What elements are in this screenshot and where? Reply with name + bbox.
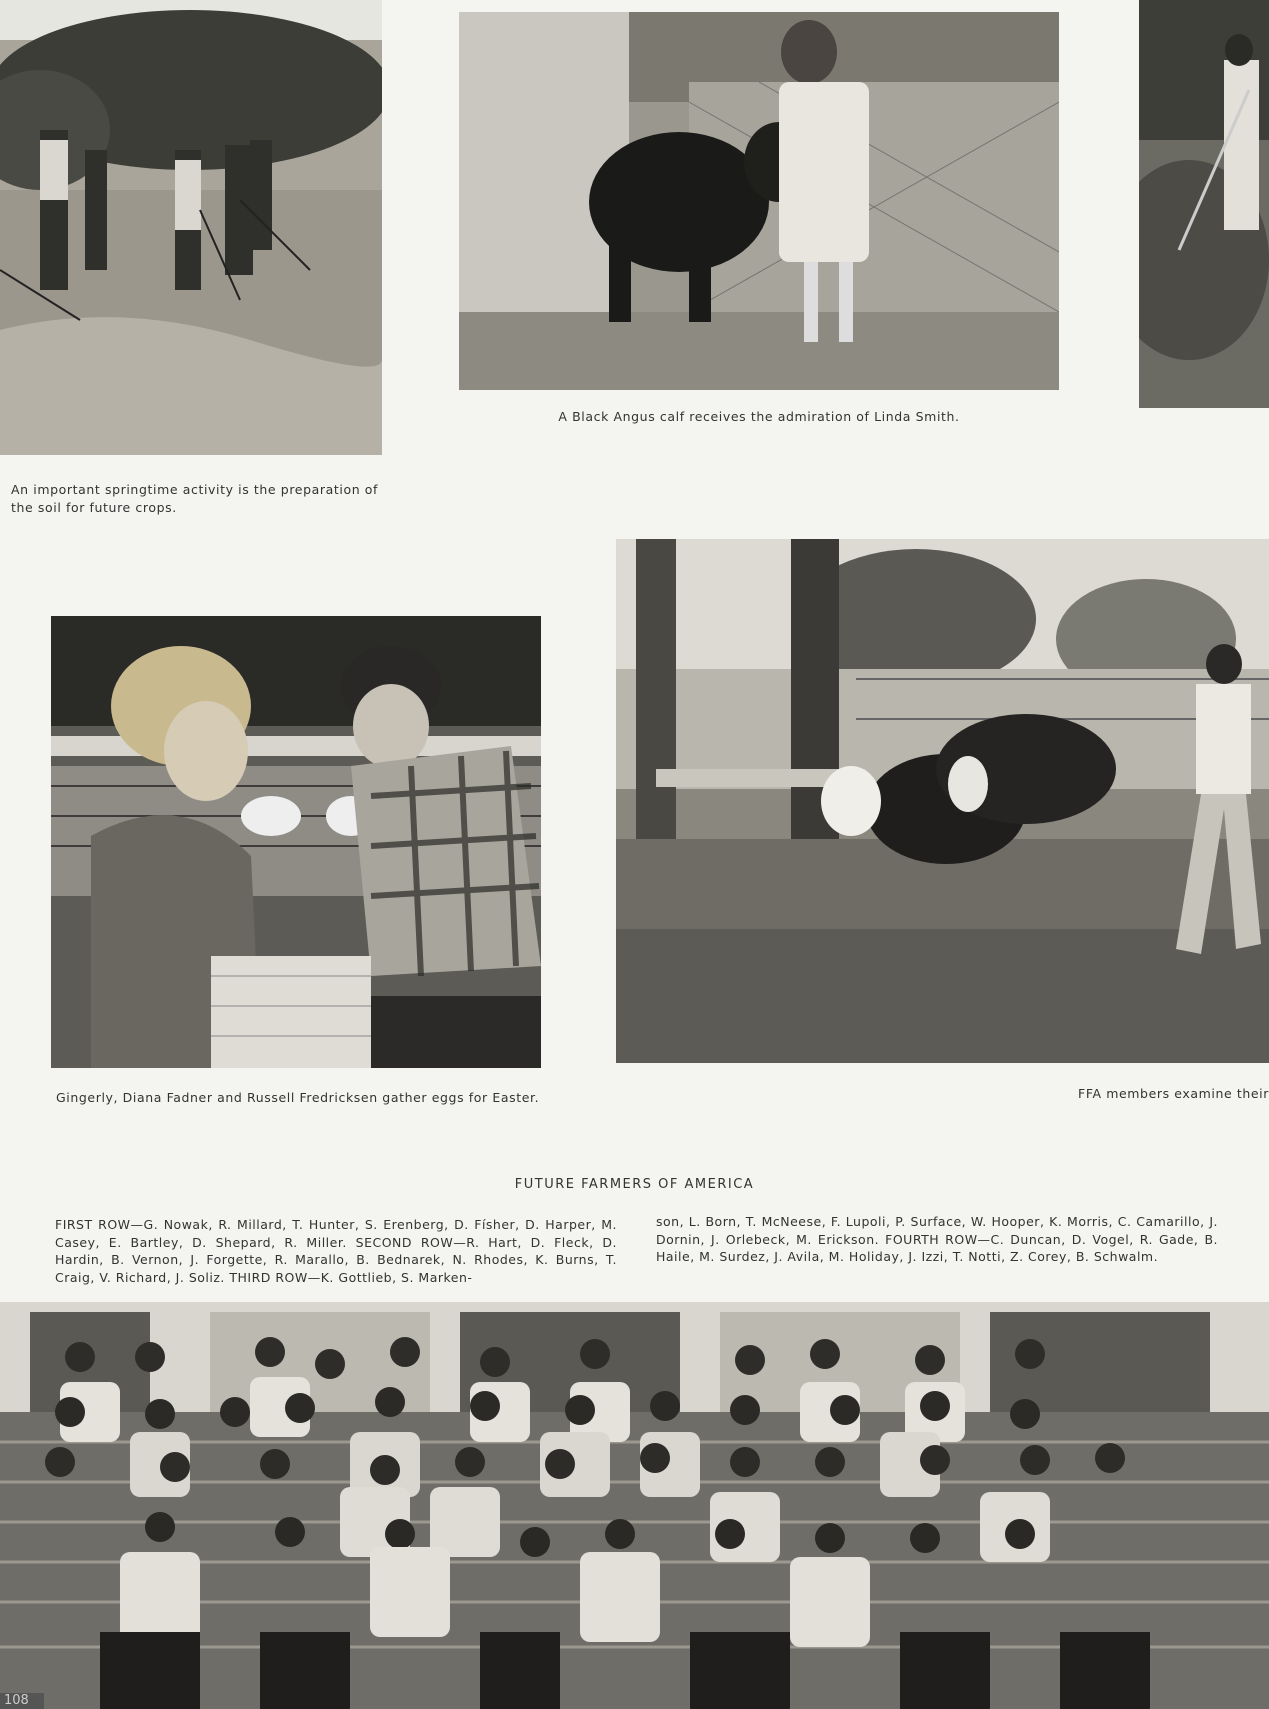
caption-ffa: FFA members examine their — [1078, 1086, 1269, 1101]
photo-cattle-pen — [616, 539, 1269, 1063]
page-number: 108 — [0, 1693, 44, 1709]
roster-right: son, L. Born, T. McNeese, F. Lupoli, P. Surface, W. Hooper, K. Morris, C. Camarillo, J. Dornin, J. Orlebeck, M. Erickson. FOURTH ROW—C. Duncan, D. Vogel, R. Gade, B. Haile, M. Surdez, J. Avila, M. Holiday, J. Izzi, T. Notti, Z. Corey, B. Schwalm. — [656, 1214, 1218, 1264]
section-heading: FUTURE FARMERS OF AMERICA — [514, 1177, 755, 1192]
caption-calf: A Black Angus calf receives the admiration of Linda Smith. — [558, 409, 960, 424]
caption-soil: An important springtime activity is the preparation of the soil for future crops. — [11, 482, 379, 515]
photo-rake-edge — [1139, 0, 1269, 408]
photo-egg-gathering — [51, 616, 541, 1068]
caption-eggs: Gingerly, Diana Fadner and Russell Fredricksen gather eggs for Easter. — [56, 1090, 540, 1105]
roster-left: FIRST ROW—G. Nowak, R. Millard, T. Hunter, S. Erenberg, D. Físher, D. Harper, M. Casey, E. Bartley, D. Shepard, R. Miller. SECOND ROW—R. Hart, D. Fleck, D. Hardin, B. Vernon, J. Forgette, R. Marallo, B. Bednarek, N. Rhodes, K. Burns, T. Craig, V. Richard, J. Soliz. THIRD ROW—K. Gottlieb, S. Marken- — [55, 1217, 617, 1285]
photo-soil-preparation — [0, 0, 382, 455]
photo-angus-calf — [459, 12, 1059, 390]
photo-group — [0, 1302, 1269, 1709]
